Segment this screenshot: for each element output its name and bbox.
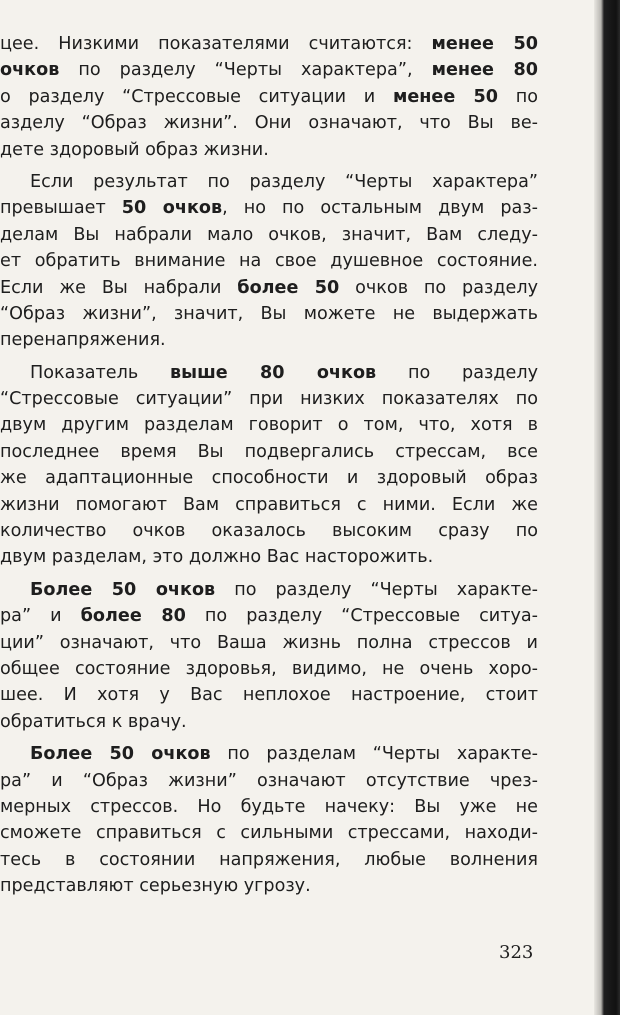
text-run: количество очков оказалось высоким сразу по: [0, 521, 538, 542]
text-line: [0, 31, 538, 57]
text-line: [0, 301, 538, 327]
paragraph: [0, 169, 538, 354]
bold-text: выше 80 очков: [170, 362, 377, 383]
text-line: [0, 57, 538, 83]
text-run: Если результат по разделу “Черты характера”: [30, 171, 538, 192]
bold-text: Более 50 очков: [30, 579, 216, 600]
text-line: [0, 577, 538, 603]
bold-text: менее 50: [392, 86, 498, 107]
paragraph: [0, 31, 538, 163]
text-run: последнее время Вы подвергались стрессам, все: [0, 441, 538, 462]
text-run: обратиться к врачу.: [0, 711, 187, 732]
text-line: [0, 768, 538, 794]
text-line: [0, 465, 538, 491]
text-line: [0, 169, 538, 195]
text-run: цее. Низкими показателями считаются:: [0, 34, 432, 54]
text-run: Если же Вы набрали: [0, 277, 238, 298]
text-line: [0, 386, 538, 412]
text-run: перенапряжения.: [0, 330, 166, 351]
text-run: ции” означают, что Ваша жизнь полна стрессов и: [0, 632, 538, 653]
text-run: азделу “Образ жизни”. Они означают, что Вы ве-: [0, 113, 538, 134]
text-run: ра” и: [0, 606, 81, 627]
text-run: по разделам “Черты характе-: [210, 744, 538, 765]
text-line: [0, 275, 538, 301]
text-run: дете здоровый образ жизни.: [0, 139, 269, 160]
text-line: [0, 630, 538, 656]
text-run: , но по остальным двум раз-: [222, 198, 538, 219]
text-line: [0, 544, 538, 570]
text-run: по: [498, 86, 538, 107]
text-line: [0, 412, 538, 438]
text-run: “Стрессовые ситуации” при низких показателях по: [0, 389, 538, 410]
text-line: [0, 709, 538, 735]
text-line: [0, 518, 538, 544]
text-run: тесь в состоянии напряжения, любые волнения: [0, 849, 538, 870]
text-line: [0, 327, 538, 353]
text-run: по разделу “Черты характера”,: [59, 60, 432, 81]
text-line: [0, 794, 538, 820]
book-binding-edge: [594, 0, 620, 1015]
page-number: 323: [499, 942, 534, 963]
text-run: шее. И хотя у Вас неплохое настроение, стоит: [0, 685, 538, 706]
paragraph: [0, 360, 538, 571]
text-run: о разделу “Стрессовые ситуации и: [0, 86, 393, 107]
text-run: “Образ жизни”, значит, Вы можете не выдержать: [0, 303, 538, 324]
text-line: [0, 137, 538, 163]
text-run: мерных стрессов. Но будьте начеку: Вы уже не: [0, 796, 538, 817]
text-line: [0, 741, 538, 767]
text-line: [0, 439, 538, 465]
bold-text: менее 50: [431, 34, 538, 54]
text-run: двум разделам, это должно Вас насторожить.: [0, 547, 434, 568]
text-run: Показатель: [30, 362, 171, 383]
bold-text: очков: [0, 60, 60, 81]
text-run: представляют серьезную угрозу.: [0, 876, 311, 897]
page-text: [0, 31, 538, 900]
text-line: [0, 656, 538, 682]
text-run: ра” и “Образ жизни” означают отсутствие чрез-: [0, 770, 538, 791]
text-run: общее состояние здоровья, видимо, не очень хоро-: [0, 658, 538, 679]
text-line: [0, 682, 538, 708]
text-run: же адаптационные способности и здоровый образ: [0, 468, 538, 489]
text-run: жизни помогают Вам справиться с ними. Если же: [0, 494, 538, 515]
bold-text: Более 50 очков: [30, 744, 211, 765]
text-line: [0, 360, 538, 386]
text-line: [0, 873, 538, 899]
text-line: [0, 222, 538, 248]
bold-text: менее 80: [431, 60, 538, 81]
text-line: [0, 110, 538, 136]
bold-text: более 50: [237, 277, 340, 298]
text-run: по разделу “Черты характе-: [215, 579, 538, 600]
paragraph: [0, 577, 538, 735]
text-run: двум другим разделам говорит о том, что, хотя в: [0, 415, 538, 436]
text-line: [0, 195, 538, 221]
text-line: [0, 847, 538, 873]
bold-text: более 80: [80, 606, 186, 627]
text-line: [0, 492, 538, 518]
text-line: [0, 248, 538, 274]
text-run: по разделу: [376, 362, 538, 383]
text-line: [0, 603, 538, 629]
text-run: превышает: [0, 198, 122, 219]
paragraph: [0, 741, 538, 899]
bold-text: 50 очков: [121, 198, 223, 219]
text-run: по разделу “Стрессовые ситуа-: [185, 606, 538, 627]
text-run: сможете справиться с сильными стрессами, находи-: [0, 823, 538, 844]
text-line: [0, 820, 538, 846]
text-run: очков по разделу: [339, 277, 538, 298]
text-line: [0, 84, 538, 110]
text-run: делам Вы набрали мало очков, значит, Вам следу-: [0, 224, 538, 245]
text-run: ет обратить внимание на свое душевное состояние.: [0, 251, 538, 272]
